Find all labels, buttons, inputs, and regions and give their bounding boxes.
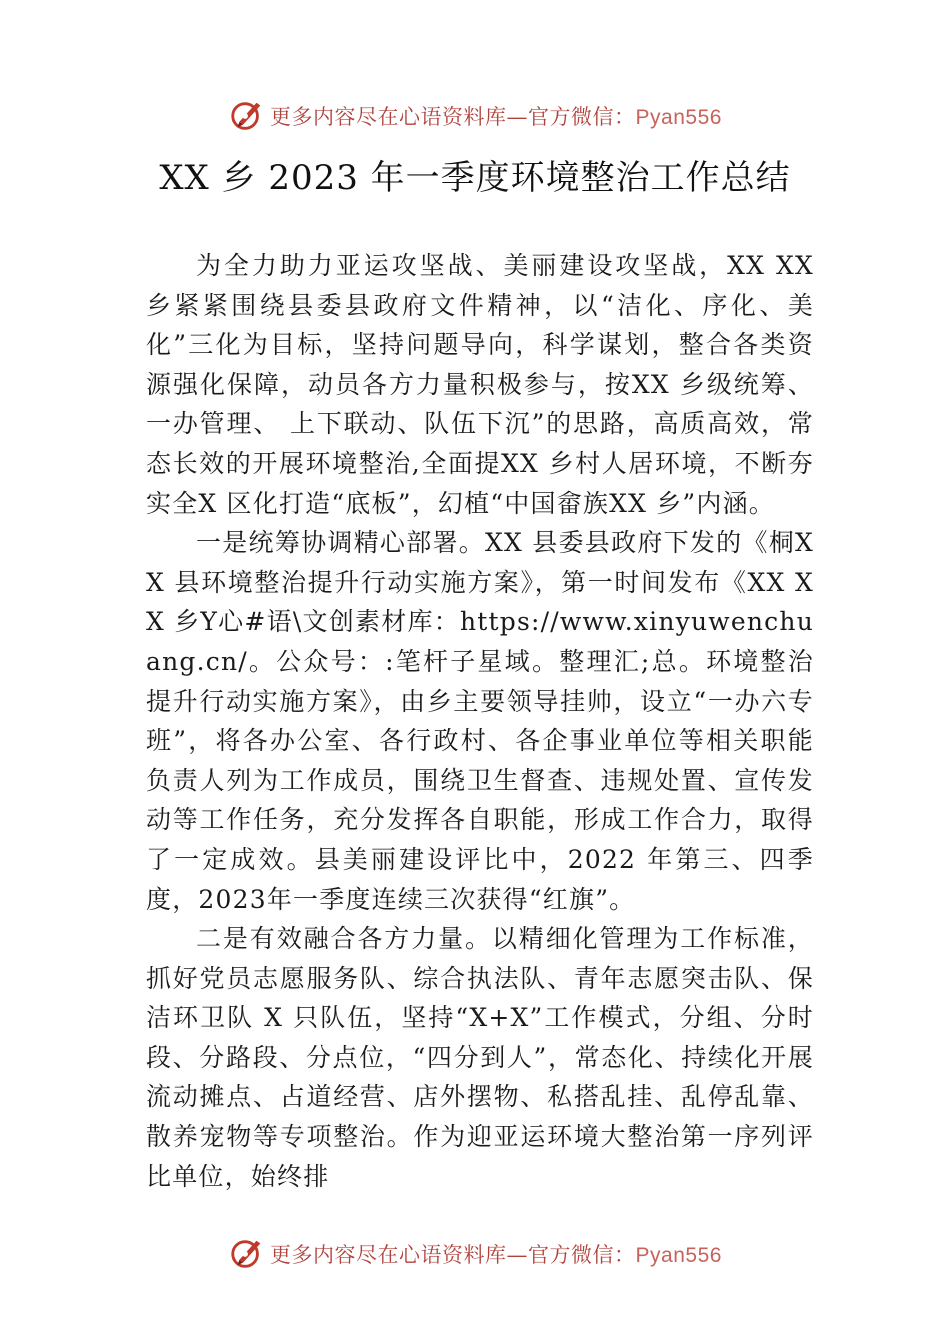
banner-wechat-id: Pyan556 xyxy=(635,1244,722,1267)
banner-text xyxy=(270,101,722,131)
banner-text xyxy=(270,1239,722,1269)
banner-wechat-label: 官方微信： xyxy=(528,105,636,129)
banner-main-text: 更多内容尽在心语资料库— xyxy=(270,1243,529,1267)
paragraph-section-1: 一是统筹协调精心部署。XX 县委县政府下发的《桐XX 县环境整治提升行动实施方案》，第一时间发布《XX XX 乡Y心#语\文创素材库：https://www.xinyuwenchuang.cn/。公众号：:笔杆子星域。整理汇;总。环境整治提升行动实施方案》，由乡主要领导挂帅，设立“一办六专班”，将各办公室、各行政村、各企事业单位等相关职能负责人列为工作成员，围绕卫生督查、违规处置、宣传发 动等工作任务，充分发挥各自职能，形成工作合力，取得了一定成效。县美丽建设评比中，2022 年第三、四季度，2023年一季度连续三次获得“红旗”。 xyxy=(146,528,814,914)
banner-wechat-label: 官方微信： xyxy=(528,1243,636,1267)
document-title: XX 乡 2023 年一季度环境整治工作总结 xyxy=(159,158,791,198)
paragraph-intro: 为全力助力亚运攻坚战、美丽建设攻坚战，XX XX 乡紧紧围绕县委县政府文件精神，以“洁化、序化、美化”三化为目标，坚持问题导向，科学谋划，整合各类资源强化保障，动员各方力量积极参与，按XX 乡级统筹、一办管理、 上下联动、队伍下沉”的思路，高质高效，常态长效的开展环境整治,全面提XX 乡村人居环境，不断夯实全X 区化打造“底板”，幻植“中国畲族XX 乡”内涵。 xyxy=(146,251,814,518)
document-body xyxy=(146,246,814,1196)
pen-logo-icon xyxy=(228,1235,266,1273)
banner-main-text: 更多内容尽在心语资料库— xyxy=(270,105,529,129)
header-watermark-banner xyxy=(0,96,950,136)
paragraph-section-2: 二是有效融合各方力量。以精细化管理为工作标准，抓好党员志愿服务队、综合执法队、青年志愿突击队、保洁环卫队 X 只队伍，坚持“X+X”工作模式，分组、分时段、分路段、分点位，“四分到人”，常态化、持续化开展流动摊点、占道经营、店外摆物、私搭乱挂、乱停乱靠、散养宠物等专项整治。作为迎亚运环境大整治第一序列评比单位，始终排 xyxy=(146,924,814,1191)
pen-logo-icon xyxy=(228,97,266,135)
footer-watermark-banner xyxy=(0,1234,950,1274)
banner-wechat-id: Pyan556 xyxy=(635,106,722,129)
